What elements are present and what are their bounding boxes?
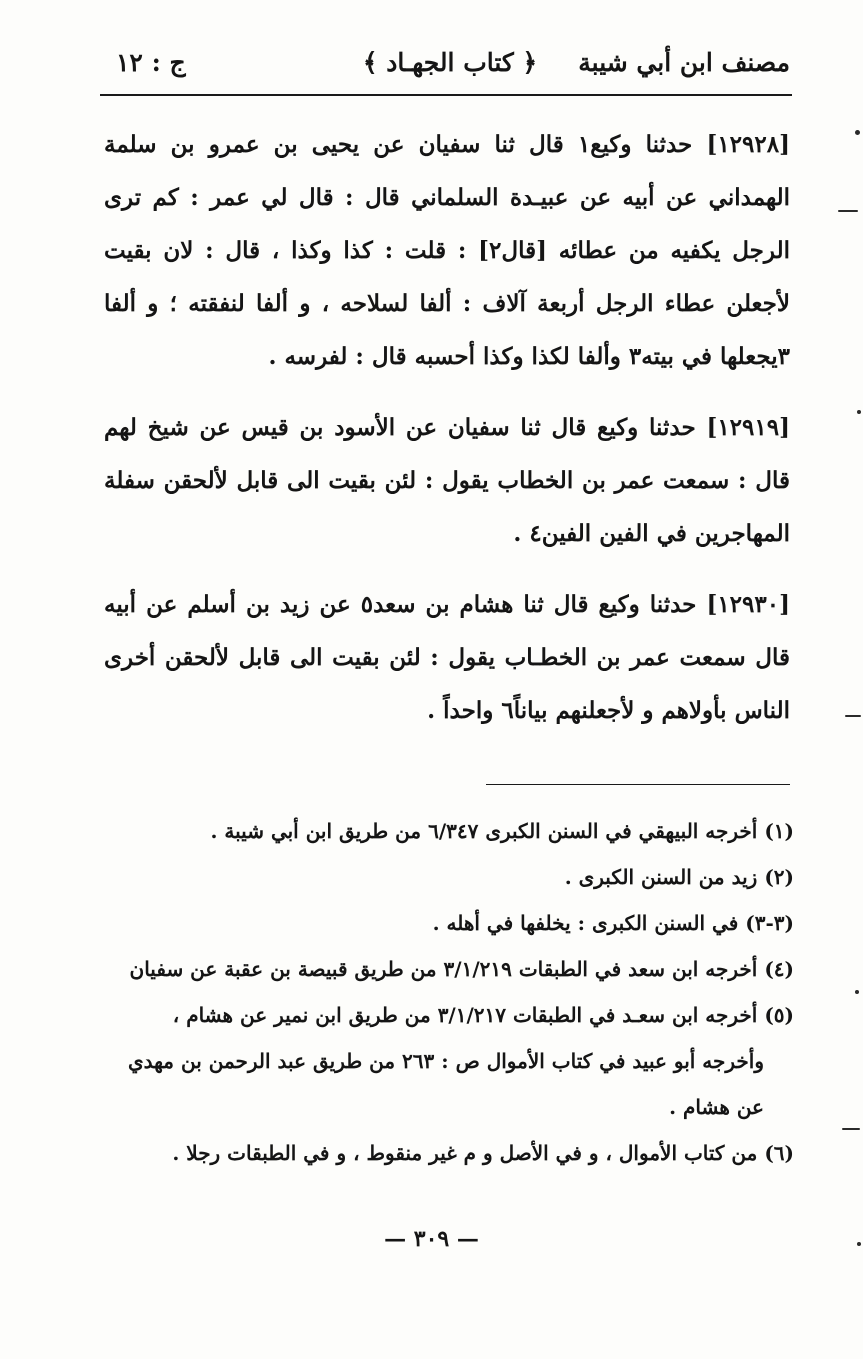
scan-speck (842, 1128, 860, 1130)
hadith-paragraph (104, 578, 790, 737)
hadith-text: حدثنا وكيع قال ثنا سفيان عن الأسود بن قيس عن شيخ لهم قال : سمعت عمر بن الخطاب يقول : لئن بقيت الى قابل لألحقن سفلة المهاجرين في الفين الفين٤ . (104, 414, 790, 547)
scan-speck (855, 130, 860, 135)
volume-number: ج : ١٢ (116, 48, 186, 77)
footnote-marker: (٦) (764, 1141, 794, 1165)
hadith-number: [١٢٩١٩] (706, 414, 790, 441)
footnote (104, 1130, 794, 1176)
footnotes (104, 808, 794, 1176)
footnote-marker: (٤) (764, 957, 794, 981)
hadith-paragraph (104, 118, 790, 383)
footnote-marker: (٢) (764, 865, 794, 889)
footnote-marker: (٣-٣) (745, 911, 794, 935)
scan-speck (857, 1242, 861, 1246)
footnote (104, 992, 794, 1038)
footnote-marker: (٥) (764, 1003, 794, 1027)
hadith-text: حدثنا وكيع قال ثنا هشام بن سعد٥ عن زيد بن أسلم عن أبيه قال سمعت عمر بن الخطـاب يقول : لئن بقيت الى قابل لألحقن أخرى الناس بأولاهم و لأجعلنهم بياناً٦ واحداً . (104, 591, 790, 724)
hadith-text: حدثنا وكيع١ قال ثنا سفيان عن يحيى بن عمرو بن سلمة الهمداني عن أبيه عن عبيـدة السلماني قال : قال لي عمر : كم ترى الرجل يكفيه من عطائه [قال٢] : قلت : كذا وكذا ، قال : لان بقيت لأجعلن عطاء الرجل أربعة آلاف : ألفا لسلاحه ، و ألفا لنفقته ؛ و ألفا ٣يجعلها في بيته٣ وألفا لكذا وكذا أحسبه قال : لفرسه . (104, 131, 790, 370)
footnote (104, 854, 794, 900)
main-text (104, 118, 790, 755)
footnote-continuation: وأخرجه أبو عبيد في كتاب الأموال ص : ٢٦٣ من طريق عبد الرحمن بن مهدي عن هشام . (127, 1049, 764, 1119)
page-header (100, 42, 790, 92)
page-number: — ٣٠٩ — (384, 1226, 479, 1252)
scan-speck (838, 210, 858, 212)
footnote (104, 900, 794, 946)
footnote (104, 808, 794, 854)
footnote-text: في السنن الكبرى : يخلفها في أهله . (432, 911, 739, 935)
footnote-marker: (١) (764, 819, 794, 843)
footnote-text: أخرجه ابن سعد في الطبقات ٣/١/٢١٩ من طريق قبيصة بن عقبة عن سفيان (129, 957, 758, 981)
hadith-number: [١٢٩٣٠] (706, 591, 790, 618)
header-rule (100, 94, 792, 96)
hadith-number: [١٢٩٢٨] (706, 131, 790, 158)
footnote-text: أخرجه ابن سعـد في الطبقات ٣/١/٢١٧ من طريق ابن نمير عن هشام ، (172, 1003, 758, 1027)
footnote-text: من كتاب الأموال ، و في الأصل و م غير منقوط ، و في الطبقات رجلا . (172, 1141, 758, 1165)
scan-speck (845, 715, 861, 717)
footnote-separator (486, 784, 790, 785)
footnote-text: أخرجه البيهقي في السنن الكبرى ٦/٣٤٧ من طريق ابن أبي شيبة . (210, 819, 758, 843)
scan-speck (857, 410, 861, 414)
chapter-title: ﴿ كتاب الجهـاد ﴾ (362, 48, 538, 77)
footnote (104, 946, 794, 992)
footnote-text: زيد من السنن الكبرى . (564, 865, 758, 889)
hadith-paragraph (104, 401, 790, 560)
scan-speck (855, 990, 859, 994)
book-title: مصنف ابن أبي شيبة (578, 48, 790, 77)
